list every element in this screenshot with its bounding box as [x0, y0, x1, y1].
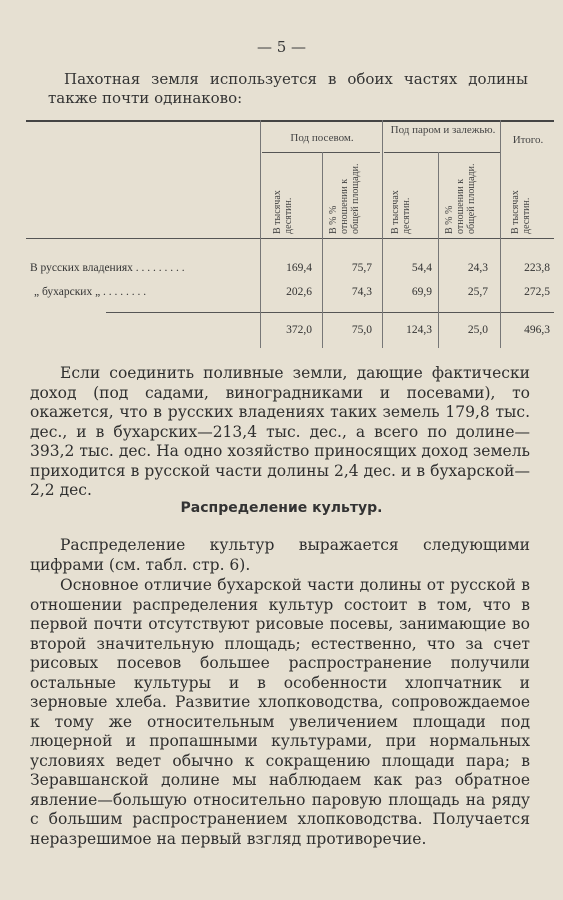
paragraph-main-difference: Основное отличие бухарской части долины от русской в отношении распределения культур состоит в том, что в первой почти отсутствуют рисовые посевы, занимающие во второй значительную площадь; естественно, что за счет рисовых посевов большее распространение получили остальные культуры и в особенности хлопчатник и зерновые хлеба. Развитие хлопководства, сопровождаемое к тому же относительным увеличением площади под люцерной и пропашными культурами, при нормальных условиях ведет обычно к сокращению площади пара; в Зеравшанской долине мы наблюдаем как раз обратное явление—большую относительно паровую площадь на ряду с большим распространением хлопководства. Получается неразрешимое на первый взгляд противоречие. — [30, 576, 530, 848]
cell-total-sown-thousands: 372,0 — [286, 324, 312, 336]
cell-bukhara-total: 272,5 — [524, 286, 550, 298]
paragraph-irrigated-lands: Если соединить поливные земли, дающие фактически доход (под садами, виноградниками и посевами), то окажется, что в русских владениях таких земель 179,8 тыс. дес., и в бухарских—213,4 тыс. дес., а всего по долине—393,2 тыс. дес. На одно хозяйство приносящих доход земель приходится в русской части долины 2,4 дес. и в бухарской—2,2 дес. — [30, 364, 530, 499]
paragraph-distribution: Распределение культур выражается следующими цифрами (см. табл. стр. 6). — [30, 536, 530, 574]
table-vrule-4 — [438, 152, 439, 348]
col-header-total-thousands: В тысячах десятин. — [510, 190, 532, 234]
table-vrule-2 — [322, 152, 323, 348]
col-header-fallow-percent: В % % отношении к общей площади. — [444, 163, 477, 234]
cell-bukhara-sown-thousands: 202,6 — [286, 286, 312, 298]
cell-total-total: 496,3 — [524, 324, 550, 336]
group-underline-fallow — [384, 152, 500, 153]
section-heading: Распределение культур. — [180, 500, 383, 516]
table-vrule-1 — [260, 120, 261, 348]
cell-russian-sown-thousands: 169,4 — [286, 262, 312, 274]
group-header-fallow: Под паром и залежью. — [390, 124, 496, 136]
cell-russian-total: 223,8 — [524, 262, 550, 274]
cell-russian-sown-percent: 75,7 — [351, 262, 372, 274]
page-number: — 5 — — [256, 38, 307, 56]
col-header-fallow-thousands: В тысячах десятин. — [390, 190, 412, 234]
cell-russian-fallow-percent: 24,3 — [467, 262, 488, 274]
cell-total-fallow-percent: 25,0 — [467, 324, 488, 336]
cell-bukhara-fallow-thousands: 69,9 — [411, 286, 432, 298]
group-header-sown: Под посевом. — [290, 132, 354, 144]
row-label-russian: В русских владениях . . . . . . . . . — [30, 262, 185, 274]
col-header-sown-thousands: В тысячах десятин. — [272, 190, 294, 234]
table-subtotal-rule — [106, 312, 554, 313]
cell-bukhara-fallow-percent: 25,7 — [467, 286, 488, 298]
table-top-rule — [26, 120, 554, 122]
cell-russian-fallow-thousands: 54,4 — [411, 262, 432, 274]
col-header-sown-percent: В % % отношении к общей площади. — [328, 163, 361, 234]
table-header-rule — [26, 238, 554, 239]
table-vrule-5 — [500, 120, 501, 348]
cell-bukhara-sown-percent: 74,3 — [351, 286, 372, 298]
row-label-bukhara: „ бухарских „ . . . . . . . . — [34, 286, 147, 298]
table-vrule-3 — [382, 120, 383, 348]
intro-paragraph: Пахотная земля используется в обоих частях долины также почти одинаково: — [48, 70, 528, 107]
cell-total-sown-percent: 75,0 — [351, 324, 372, 336]
cell-total-fallow-thousands: 124,3 — [406, 324, 432, 336]
group-header-total: Итого. — [512, 134, 544, 146]
group-underline-sown — [262, 152, 380, 153]
land-use-table — [26, 118, 554, 348]
